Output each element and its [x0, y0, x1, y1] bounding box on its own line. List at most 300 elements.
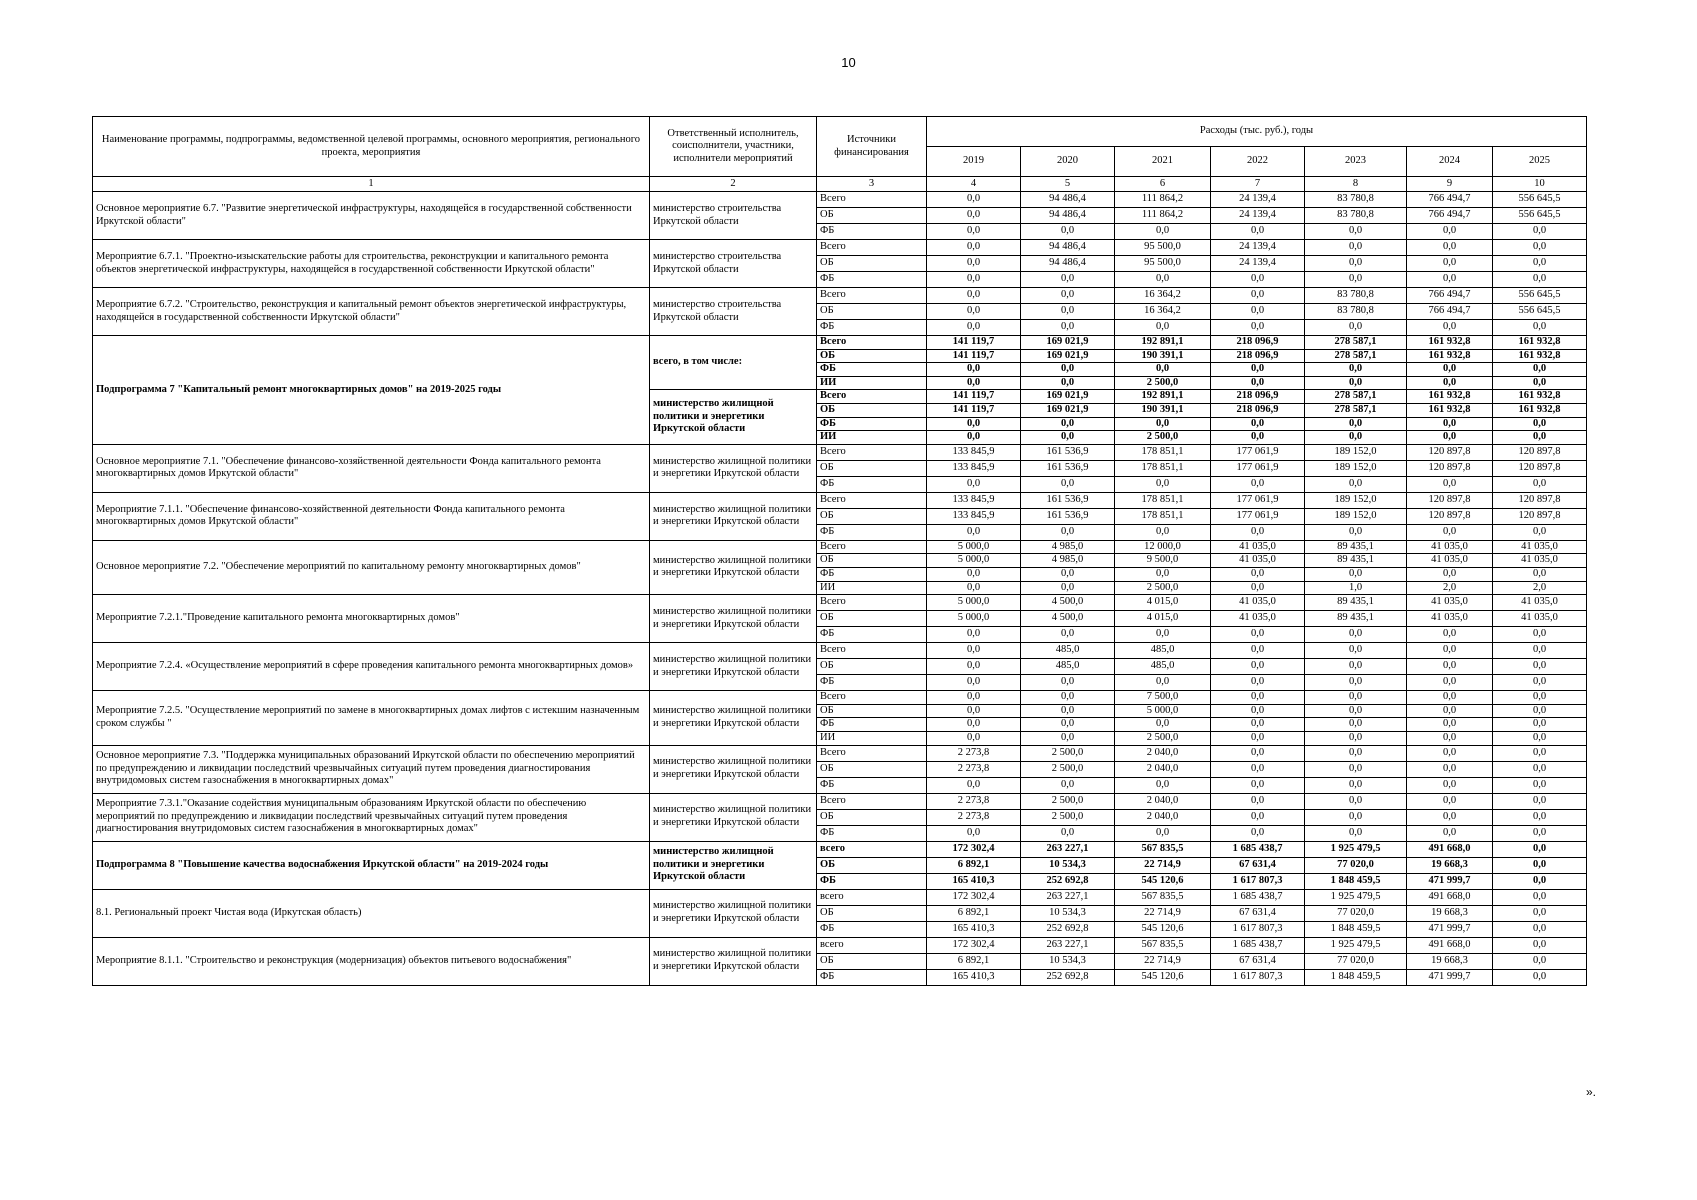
funding-source: ФБ [817, 363, 927, 377]
expense-value-2025: 0,0 [1493, 567, 1587, 581]
expense-value-2022: 67 631,4 [1211, 857, 1305, 873]
table-row [93, 889, 1587, 905]
expense-value-2024: 0,0 [1407, 704, 1493, 718]
expense-value-2023: 0,0 [1305, 761, 1407, 777]
funding-source: Всего [817, 444, 927, 460]
funding-source: ИИ [817, 731, 927, 745]
expense-value-2020: 263 227,1 [1021, 937, 1115, 953]
program-name: Мероприятие 7.2.1."Проведение капитального ремонта многоквартирных домов" [93, 595, 650, 643]
expense-value-2024: 2,0 [1407, 581, 1493, 595]
expense-value-2020: 10 534,3 [1021, 905, 1115, 921]
table-row [93, 793, 1587, 809]
expense-value-2025: 0,0 [1493, 524, 1587, 540]
expense-value-2019: 0,0 [927, 675, 1021, 691]
expense-value-2020: 0,0 [1021, 675, 1115, 691]
table-row [93, 745, 1587, 761]
expense-value-2021: 0,0 [1115, 718, 1211, 732]
program-name: Мероприятие 7.3.1."Оказание содействия муниципальным образованиям Иркутской области по обеспечению мероприятий по предупреждению и ликвидации последствий чрезвычайных ситуаций путем проведения диагностирования внутридомовых систем газоснабжения в многоквартирных домах" [93, 793, 650, 841]
expense-value-2020: 0,0 [1021, 704, 1115, 718]
expense-value-2025: 0,0 [1493, 937, 1587, 953]
expense-value-2022: 0,0 [1211, 704, 1305, 718]
expense-value-2023: 0,0 [1305, 659, 1407, 675]
expense-value-2022: 41 035,0 [1211, 595, 1305, 611]
funding-source: ФБ [817, 921, 927, 937]
expense-value-2022: 24 139,4 [1211, 256, 1305, 272]
expense-value-2020: 252 692,8 [1021, 873, 1115, 889]
expense-value-2025: 0,0 [1493, 718, 1587, 732]
expense-value-2023: 0,0 [1305, 793, 1407, 809]
expense-value-2021: 2 500,0 [1115, 731, 1211, 745]
program-name: Основное мероприятие 7.3. "Поддержка муниципальных образований Иркутской области по обеспечению мероприятий по предупреждению и ликвидации последствий чрезвычайных ситуаций путем проведения диагностирования внутридомовых систем газоснабжения в многоквартирных домах" [93, 745, 650, 793]
expense-value-2022: 41 035,0 [1211, 611, 1305, 627]
expense-value-2020: 161 536,9 [1021, 508, 1115, 524]
funding-source: Всего [817, 745, 927, 761]
funding-source: ФБ [817, 272, 927, 288]
expense-value-2025: 161 932,8 [1493, 403, 1587, 417]
table-row [93, 336, 1587, 350]
expense-value-2025: 556 645,5 [1493, 288, 1587, 304]
expense-value-2022: 0,0 [1211, 417, 1305, 431]
funding-source: ФБ [817, 675, 927, 691]
expense-value-2019: 141 119,7 [927, 403, 1021, 417]
expense-value-2019: 0,0 [927, 476, 1021, 492]
expense-value-2023: 77 020,0 [1305, 905, 1407, 921]
expense-value-2022: 1 617 807,3 [1211, 873, 1305, 889]
table-row [93, 937, 1587, 953]
expense-value-2020: 0,0 [1021, 731, 1115, 745]
expense-value-2024: 0,0 [1407, 793, 1493, 809]
expense-value-2019: 0,0 [927, 659, 1021, 675]
executor-name: министерство строительства Иркутской области [650, 288, 817, 336]
expense-value-2021: 178 851,1 [1115, 508, 1211, 524]
expense-value-2023: 0,0 [1305, 777, 1407, 793]
expense-value-2023: 0,0 [1305, 256, 1407, 272]
header-expenses: Расходы (тыс. руб.), годы [927, 117, 1587, 147]
expense-value-2022: 1 617 807,3 [1211, 921, 1305, 937]
expense-value-2023: 0,0 [1305, 627, 1407, 643]
expense-value-2020: 485,0 [1021, 643, 1115, 659]
expense-value-2025: 120 897,8 [1493, 460, 1587, 476]
funding-source: ОБ [817, 403, 927, 417]
funding-source: ОБ [817, 809, 927, 825]
expense-value-2019: 0,0 [927, 777, 1021, 793]
expense-value-2022: 0,0 [1211, 304, 1305, 320]
expense-value-2023: 0,0 [1305, 675, 1407, 691]
expense-value-2021: 16 364,2 [1115, 288, 1211, 304]
expense-value-2020: 169 021,9 [1021, 336, 1115, 350]
funding-source: ОБ [817, 554, 927, 568]
executor-name: министерство жилищной политики и энергетики Иркутской области [650, 793, 817, 841]
expense-value-2022: 67 631,4 [1211, 905, 1305, 921]
expense-value-2024: 120 897,8 [1407, 508, 1493, 524]
expense-value-2025: 0,0 [1493, 777, 1587, 793]
expense-value-2019: 0,0 [927, 731, 1021, 745]
funding-source: ОБ [817, 857, 927, 873]
expense-value-2025: 0,0 [1493, 363, 1587, 377]
expense-value-2021: 111 864,2 [1115, 192, 1211, 208]
funding-source: ОБ [817, 460, 927, 476]
expense-value-2020: 0,0 [1021, 304, 1115, 320]
expense-value-2019: 165 410,3 [927, 969, 1021, 985]
expense-value-2019: 6 892,1 [927, 953, 1021, 969]
expense-value-2025: 0,0 [1493, 320, 1587, 336]
expense-value-2019: 5 000,0 [927, 554, 1021, 568]
expense-value-2023: 0,0 [1305, 745, 1407, 761]
table-row [93, 595, 1587, 611]
expense-value-2024: 161 932,8 [1407, 403, 1493, 417]
expense-value-2025: 0,0 [1493, 643, 1587, 659]
expense-value-2024: 491 668,0 [1407, 889, 1493, 905]
expense-value-2019: 2 273,8 [927, 809, 1021, 825]
expense-value-2022: 177 061,9 [1211, 508, 1305, 524]
funding-source: ОБ [817, 611, 927, 627]
expense-value-2023: 77 020,0 [1305, 953, 1407, 969]
expense-value-2024: 0,0 [1407, 272, 1493, 288]
expense-value-2019: 0,0 [927, 304, 1021, 320]
expense-value-2023: 0,0 [1305, 417, 1407, 431]
expense-value-2021: 0,0 [1115, 567, 1211, 581]
column-number: 10 [1493, 177, 1587, 192]
table-row [93, 492, 1587, 508]
expense-value-2020: 94 486,4 [1021, 208, 1115, 224]
funding-source: всего [817, 937, 927, 953]
expense-value-2023: 1 925 479,5 [1305, 889, 1407, 905]
expense-value-2022: 1 685 438,7 [1211, 841, 1305, 857]
expense-value-2023: 278 587,1 [1305, 390, 1407, 404]
expense-value-2023: 1 925 479,5 [1305, 841, 1407, 857]
expense-value-2023: 83 780,8 [1305, 192, 1407, 208]
expense-value-2025: 0,0 [1493, 704, 1587, 718]
expense-value-2019: 133 845,9 [927, 460, 1021, 476]
funding-source: ИИ [817, 581, 927, 595]
expense-value-2024: 0,0 [1407, 691, 1493, 705]
program-name: Мероприятие 7.2.5. "Осуществление мероприятий по замене в многоквартирных домах лифтов с истекшим назначенным сроком службы " [93, 691, 650, 745]
expense-value-2022: 0,0 [1211, 643, 1305, 659]
header-year-2022: 2022 [1211, 147, 1305, 177]
expense-value-2021: 0,0 [1115, 777, 1211, 793]
expense-value-2022: 0,0 [1211, 224, 1305, 240]
expense-value-2022: 0,0 [1211, 581, 1305, 595]
program-name: Мероприятие 7.2.4. «Осуществление мероприятий в сфере проведения капитального ремонта многоквартирных домов» [93, 643, 650, 691]
program-name: Мероприятие 6.7.2. "Строительство, реконструкция и капитальный ремонт объектов энергетической инфраструктуры, находящейся в государственной собственности Иркутской области" [93, 288, 650, 336]
expense-value-2021: 2 500,0 [1115, 431, 1211, 445]
expense-value-2019: 0,0 [927, 256, 1021, 272]
expense-value-2019: 141 119,7 [927, 336, 1021, 350]
page-number: 10 [841, 55, 856, 70]
program-name: Основное мероприятие 7.2. "Обеспечение мероприятий по капитальному ремонту многоквартирных домов" [93, 540, 650, 594]
expense-value-2024: 471 999,7 [1407, 873, 1493, 889]
funding-source: ОБ [817, 659, 927, 675]
expense-value-2022: 0,0 [1211, 777, 1305, 793]
expense-value-2019: 133 845,9 [927, 444, 1021, 460]
expense-value-2021: 5 000,0 [1115, 704, 1211, 718]
expense-value-2020: 4 500,0 [1021, 611, 1115, 627]
expense-value-2020: 0,0 [1021, 581, 1115, 595]
expense-value-2020: 0,0 [1021, 777, 1115, 793]
expense-value-2021: 567 835,5 [1115, 889, 1211, 905]
column-number: 4 [927, 177, 1021, 192]
expense-value-2024: 766 494,7 [1407, 192, 1493, 208]
expense-value-2019: 0,0 [927, 431, 1021, 445]
expense-value-2020: 10 534,3 [1021, 953, 1115, 969]
expense-value-2020: 252 692,8 [1021, 921, 1115, 937]
expense-value-2024: 0,0 [1407, 643, 1493, 659]
funding-source: ФБ [817, 873, 927, 889]
expense-value-2022: 0,0 [1211, 745, 1305, 761]
expense-value-2023: 0,0 [1305, 240, 1407, 256]
expense-value-2022: 0,0 [1211, 476, 1305, 492]
funding-source: ОБ [817, 304, 927, 320]
expense-value-2024: 0,0 [1407, 524, 1493, 540]
expense-value-2019: 0,0 [927, 704, 1021, 718]
table-row [93, 691, 1587, 705]
expense-value-2021: 0,0 [1115, 476, 1211, 492]
expense-value-2022: 0,0 [1211, 288, 1305, 304]
table-row [93, 540, 1587, 554]
expense-value-2025: 0,0 [1493, 761, 1587, 777]
expense-value-2020: 4 985,0 [1021, 554, 1115, 568]
expense-value-2024: 471 999,7 [1407, 921, 1493, 937]
executor-name: министерство жилищной политики и энергетики Иркутской области [650, 889, 817, 937]
expense-value-2023: 1 848 459,5 [1305, 921, 1407, 937]
expense-value-2020: 2 500,0 [1021, 793, 1115, 809]
expense-value-2021: 22 714,9 [1115, 905, 1211, 921]
expense-value-2023: 0,0 [1305, 718, 1407, 732]
expense-value-2019: 0,0 [927, 272, 1021, 288]
expense-value-2023: 89 435,1 [1305, 554, 1407, 568]
expense-value-2023: 1 925 479,5 [1305, 937, 1407, 953]
expense-value-2020: 94 486,4 [1021, 256, 1115, 272]
expense-value-2022: 0,0 [1211, 793, 1305, 809]
expense-value-2019: 5 000,0 [927, 611, 1021, 627]
expense-value-2019: 133 845,9 [927, 492, 1021, 508]
expense-value-2024: 19 668,3 [1407, 905, 1493, 921]
expense-value-2025: 161 932,8 [1493, 390, 1587, 404]
expense-value-2021: 2 040,0 [1115, 745, 1211, 761]
expense-value-2021: 178 851,1 [1115, 444, 1211, 460]
expense-value-2025: 41 035,0 [1493, 595, 1587, 611]
executor-name: министерство строительства Иркутской области [650, 192, 817, 240]
expense-value-2021: 0,0 [1115, 675, 1211, 691]
expense-value-2020: 0,0 [1021, 431, 1115, 445]
expense-value-2025: 41 035,0 [1493, 554, 1587, 568]
header-name: Наименование программы, подпрограммы, ведомственной целевой программы, основного мероприятия, регионального проекта, мероприятия [93, 117, 650, 177]
executor-name: министерство жилищной политики и энергетики Иркутской области [650, 540, 817, 594]
expense-value-2021: 2 500,0 [1115, 581, 1211, 595]
expense-value-2022: 1 685 438,7 [1211, 937, 1305, 953]
expense-value-2021: 0,0 [1115, 320, 1211, 336]
funding-source: ФБ [817, 524, 927, 540]
expense-value-2024: 41 035,0 [1407, 595, 1493, 611]
expense-value-2024: 0,0 [1407, 256, 1493, 272]
expense-value-2021: 2 040,0 [1115, 761, 1211, 777]
funding-source: ОБ [817, 704, 927, 718]
executor-name: министерство жилищной политики и энергетики Иркутской области [650, 595, 817, 643]
program-name: Основное мероприятие 6.7. "Развитие энергетической инфраструктуры, находящейся в государственной собственности Иркутской области" [93, 192, 650, 240]
expense-value-2020: 485,0 [1021, 659, 1115, 675]
expense-value-2020: 0,0 [1021, 288, 1115, 304]
expense-value-2021: 12 000,0 [1115, 540, 1211, 554]
expense-value-2025: 0,0 [1493, 691, 1587, 705]
expense-value-2020: 0,0 [1021, 691, 1115, 705]
executor-name: всего, в том числе: [650, 336, 817, 390]
expense-value-2019: 0,0 [927, 363, 1021, 377]
expense-value-2021: 192 891,1 [1115, 390, 1211, 404]
expense-value-2022: 0,0 [1211, 320, 1305, 336]
expense-value-2022: 218 096,9 [1211, 349, 1305, 363]
expense-value-2025: 0,0 [1493, 969, 1587, 985]
expense-value-2021: 7 500,0 [1115, 691, 1211, 705]
funding-source: ОБ [817, 905, 927, 921]
expense-value-2023: 0,0 [1305, 731, 1407, 745]
expense-value-2019: 2 273,8 [927, 761, 1021, 777]
expense-value-2025: 0,0 [1493, 659, 1587, 675]
funding-source: ОБ [817, 953, 927, 969]
table-row [93, 643, 1587, 659]
expense-value-2025: 120 897,8 [1493, 508, 1587, 524]
expense-value-2022: 0,0 [1211, 731, 1305, 745]
expense-value-2023: 278 587,1 [1305, 349, 1407, 363]
expense-value-2025: 0,0 [1493, 431, 1587, 445]
program-name: Мероприятие 7.1.1. "Обеспечение финансово-хозяйственной деятельности Фонда капитального ремонта многоквартирных домов Иркутской области" [93, 492, 650, 540]
expense-value-2023: 83 780,8 [1305, 208, 1407, 224]
funding-source: ИИ [817, 376, 927, 390]
expense-value-2024: 19 668,3 [1407, 857, 1493, 873]
expense-value-2022: 0,0 [1211, 363, 1305, 377]
column-number: 6 [1115, 177, 1211, 192]
expense-value-2023: 189 152,0 [1305, 492, 1407, 508]
expense-value-2021: 95 500,0 [1115, 240, 1211, 256]
expense-value-2021: 545 120,6 [1115, 969, 1211, 985]
expense-value-2022: 1 685 438,7 [1211, 889, 1305, 905]
expense-value-2021: 22 714,9 [1115, 857, 1211, 873]
expense-value-2019: 0,0 [927, 627, 1021, 643]
expense-value-2025: 0,0 [1493, 745, 1587, 761]
expense-value-2023: 0,0 [1305, 476, 1407, 492]
expense-value-2019: 172 302,4 [927, 841, 1021, 857]
table-row [93, 444, 1587, 460]
executor-name: министерство жилищной политики и энергетики Иркутской области [650, 444, 817, 492]
expense-value-2025: 0,0 [1493, 627, 1587, 643]
expense-value-2024: 120 897,8 [1407, 444, 1493, 460]
expense-value-2025: 120 897,8 [1493, 492, 1587, 508]
expense-value-2020: 169 021,9 [1021, 403, 1115, 417]
expense-value-2019: 165 410,3 [927, 873, 1021, 889]
expense-value-2025: 0,0 [1493, 731, 1587, 745]
expense-value-2024: 161 932,8 [1407, 390, 1493, 404]
expense-value-2021: 190 391,1 [1115, 349, 1211, 363]
funding-source: Всего [817, 793, 927, 809]
expense-value-2024: 0,0 [1407, 224, 1493, 240]
expense-value-2022: 67 631,4 [1211, 953, 1305, 969]
funding-source: Всего [817, 288, 927, 304]
expense-value-2024: 766 494,7 [1407, 288, 1493, 304]
table-row [93, 841, 1587, 857]
expense-value-2025: 556 645,5 [1493, 192, 1587, 208]
expense-value-2024: 0,0 [1407, 417, 1493, 431]
expense-value-2022: 0,0 [1211, 627, 1305, 643]
expense-value-2024: 491 668,0 [1407, 937, 1493, 953]
expense-value-2022: 41 035,0 [1211, 540, 1305, 554]
expense-value-2021: 95 500,0 [1115, 256, 1211, 272]
expense-value-2024: 120 897,8 [1407, 460, 1493, 476]
expense-value-2020: 94 486,4 [1021, 192, 1115, 208]
expense-value-2019: 0,0 [927, 240, 1021, 256]
expense-value-2025: 0,0 [1493, 476, 1587, 492]
expense-value-2024: 471 999,7 [1407, 969, 1493, 985]
expense-value-2019: 0,0 [927, 320, 1021, 336]
expense-value-2021: 545 120,6 [1115, 921, 1211, 937]
funding-source: Всего [817, 336, 927, 350]
expense-value-2021: 178 851,1 [1115, 492, 1211, 508]
expense-value-2023: 0,0 [1305, 691, 1407, 705]
header-year-2021: 2021 [1115, 147, 1211, 177]
expense-value-2025: 2,0 [1493, 581, 1587, 595]
expense-value-2025: 556 645,5 [1493, 304, 1587, 320]
expense-value-2025: 161 932,8 [1493, 349, 1587, 363]
expense-value-2021: 0,0 [1115, 224, 1211, 240]
expense-value-2021: 485,0 [1115, 643, 1211, 659]
expense-value-2023: 77 020,0 [1305, 857, 1407, 873]
column-number: 1 [93, 177, 650, 192]
expense-value-2022: 0,0 [1211, 761, 1305, 777]
expense-value-2020: 4 985,0 [1021, 540, 1115, 554]
expense-value-2021: 2 040,0 [1115, 809, 1211, 825]
expense-value-2021: 2 040,0 [1115, 793, 1211, 809]
expense-value-2024: 0,0 [1407, 777, 1493, 793]
expense-value-2019: 0,0 [927, 825, 1021, 841]
expense-value-2021: 545 120,6 [1115, 873, 1211, 889]
expense-value-2019: 5 000,0 [927, 540, 1021, 554]
expense-value-2024: 491 668,0 [1407, 841, 1493, 857]
expense-value-2020: 0,0 [1021, 417, 1115, 431]
expense-value-2025: 0,0 [1493, 376, 1587, 390]
expense-value-2020: 263 227,1 [1021, 841, 1115, 857]
expense-value-2019: 2 273,8 [927, 745, 1021, 761]
expense-value-2023: 0,0 [1305, 431, 1407, 445]
expense-value-2020: 0,0 [1021, 224, 1115, 240]
funding-source: всего [817, 841, 927, 857]
expense-value-2024: 0,0 [1407, 567, 1493, 581]
expense-value-2021: 192 891,1 [1115, 336, 1211, 350]
expense-value-2021: 0,0 [1115, 417, 1211, 431]
funding-source: ФБ [817, 476, 927, 492]
column-number: 9 [1407, 177, 1493, 192]
expense-value-2022: 218 096,9 [1211, 336, 1305, 350]
expense-value-2025: 161 932,8 [1493, 336, 1587, 350]
expense-value-2024: 0,0 [1407, 718, 1493, 732]
expense-value-2019: 141 119,7 [927, 349, 1021, 363]
expense-value-2023: 89 435,1 [1305, 595, 1407, 611]
funding-source: Всего [817, 492, 927, 508]
expense-value-2023: 89 435,1 [1305, 540, 1407, 554]
expense-value-2024: 0,0 [1407, 809, 1493, 825]
expense-value-2024: 766 494,7 [1407, 304, 1493, 320]
expense-value-2022: 0,0 [1211, 376, 1305, 390]
expense-value-2023: 278 587,1 [1305, 336, 1407, 350]
funding-source: ОБ [817, 208, 927, 224]
column-number: 2 [650, 177, 817, 192]
expense-value-2019: 0,0 [927, 718, 1021, 732]
expense-value-2023: 189 152,0 [1305, 460, 1407, 476]
expense-value-2021: 4 015,0 [1115, 595, 1211, 611]
expense-value-2025: 0,0 [1493, 857, 1587, 873]
table-row [93, 240, 1587, 256]
expense-value-2025: 0,0 [1493, 889, 1587, 905]
expense-value-2019: 6 892,1 [927, 857, 1021, 873]
expense-value-2023: 278 587,1 [1305, 403, 1407, 417]
expense-value-2023: 0,0 [1305, 320, 1407, 336]
